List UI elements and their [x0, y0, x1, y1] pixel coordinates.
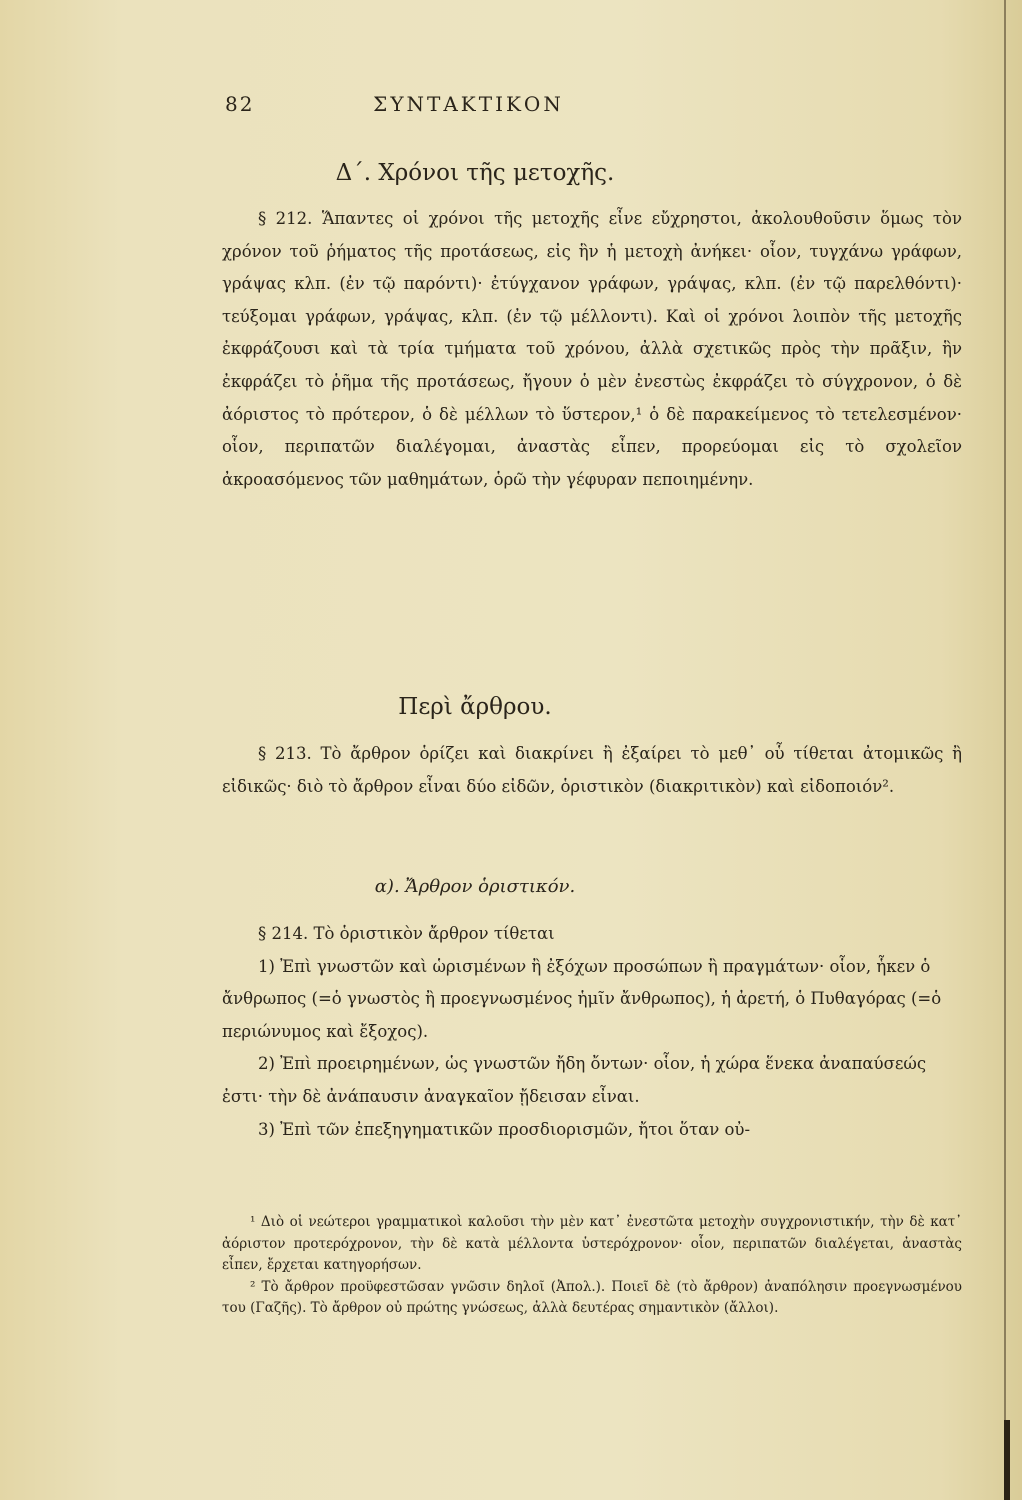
list-item: 3) Ἐπὶ τῶν ἐπεξηγηματικῶν προσδιορισμῶν, ἤτοι ὅταν οὐ-: [258, 1119, 751, 1139]
subtitle-definite-article: α). Ἄρθρον ὁριστικόν.: [374, 876, 576, 897]
binding-mark: [1004, 1420, 1010, 1500]
footnote-1: ¹ Διὸ οἱ νεώτεροι γραμματικοὶ καλοῦσι τὴν μὲν κατ᾿ ἐνεστῶτα μετοχὴν συγχρονιστικήν, τὴν δὲ κατ᾿ ἀόριστον προτερόχρονον, τὴν δὲ κατὰ μέλλοντα ὑστερόχρονον· οἷον, περιπατῶν διαλέγεται, ἀναστὰς εἶπεν, ἔρχεται κατηγορήσων.: [222, 1214, 962, 1273]
paragraph-212-text: § 212. Ἅπαντες οἱ χρόνοι τῆς μετοχῆς εἶνε εὔχρηστοι, ἀκολουθοῦσιν ὅμως τὸν χρόνον τοῦ ῥήματος τῆς προτάσεως, εἰς ἣν ἡ μετοχὴ ἀνήκει· οἷον, τυγχάνω γράφων, γράψας κλπ. (ἐν τῷ παρόντι)· ἐτύγχανον γράφων, γράψας, κλπ. (ἐν τῷ παρελθόντι)· τεύξομαι γράφων, γράψας, κλπ. (ἐν τῷ μέλλοντι). Καὶ οἱ χρόνοι λοιπὸν τῆς μετοχῆς ἐκφράζουσι καὶ τὰ τρία τμήματα τοῦ χρόνου, ἀλλὰ σχετικῶς πρὸς τὴν πρᾶξιν, ἣν ἐκφράζει τὸ ῥῆμα τῆς προτάσεως, ἤγουν ὁ μὲν ἐνεστὼς ἐκφράζει τὸ σύγχρονον, ὁ δὲ ἀόριστος τὸ πρότερον, ὁ δὲ μέλλων τὸ ὕστερον,¹ ὁ δὲ παρακείμενος τὸ τετελεσμένον· οἷον, περιπατῶν διαλέγομαι, ἀναστὰς εἶπεν, προρεύομαι εἰς τὸ σχολεῖον ἀκροασόμενος τῶν μαθημάτων, ὁρῶ τὴν γέφυραν πεποιημένην.: [222, 209, 962, 489]
footnotes: [222, 1212, 962, 1320]
paragraph-212: [222, 203, 962, 496]
paragraph-214: [222, 918, 962, 1146]
section-title-article: Περὶ ἄρθρου.: [398, 694, 552, 720]
list-item: 2) Ἐπὶ προειρημένων, ὡς γνωστῶν ἤδη ὄντων· οἷον, ἡ χώρα ἕνεκα ἀναπαύσεώς ἐστι· τὴν δὲ ἀνάπαυσιν ἀναγκαῖον ᾔδεισαν εἶναι.: [222, 1054, 927, 1106]
section-title-participle-tenses: Δ΄. Χρόνοι τῆς μετοχῆς.: [335, 160, 615, 186]
page-edge-line: [1004, 0, 1006, 1500]
paragraph-213: [222, 738, 962, 803]
paragraph-214-intro: § 214. Τὸ ὁριστικὸν ἄρθρον τίθεται: [258, 924, 555, 943]
running-title: ΣΥΝΤΑΚΤΙΚΟΝ: [373, 92, 564, 116]
list-item: 1) Ἐπὶ γνωστῶν καὶ ὡρισμένων ἢ ἐξόχων προσώπων ἢ πραγμάτων· οἷον, ἧκεν ὁ ἄνθρωπος (=ὁ γνωστὸς ἢ προεγνωσμένος ἡμῖν ἄνθρωπος), ἡ ἀρετή, ὁ Πυθαγόρας (=ὁ περιώνυμος καὶ ἔξοχος).: [222, 956, 942, 1041]
page-number: 82: [225, 92, 255, 116]
running-header: [225, 92, 712, 122]
paragraph-213-text: § 213. Τὸ ἄρθρον ὁρίζει καὶ διακρίνει ἢ ἐξαίρει τὸ μεθ᾿ οὗ τίθεται ἀτομικῶς ἢ εἰδικῶς· διὸ τὸ ἄρθρον εἶναι δύο εἰδῶν, ὁριστικὸν (διακριτικὸν) καὶ εἰδοποιόν².: [222, 744, 962, 796]
footnote-2: ² Τὸ ἄρθρον προϋφεστῶσαν γνῶσιν δηλοῖ (Ἀπολ.). Ποιεῖ δὲ (τὸ ἄρθρον) ἀναπόλησιν προεγνωσμένου του (Γαζῆς). Τὸ ἄρθρον οὐ πρώτης γνώσεως, ἀλλὰ δευτέρας σημαντικὸν (ἄλλοι).: [222, 1278, 962, 1316]
